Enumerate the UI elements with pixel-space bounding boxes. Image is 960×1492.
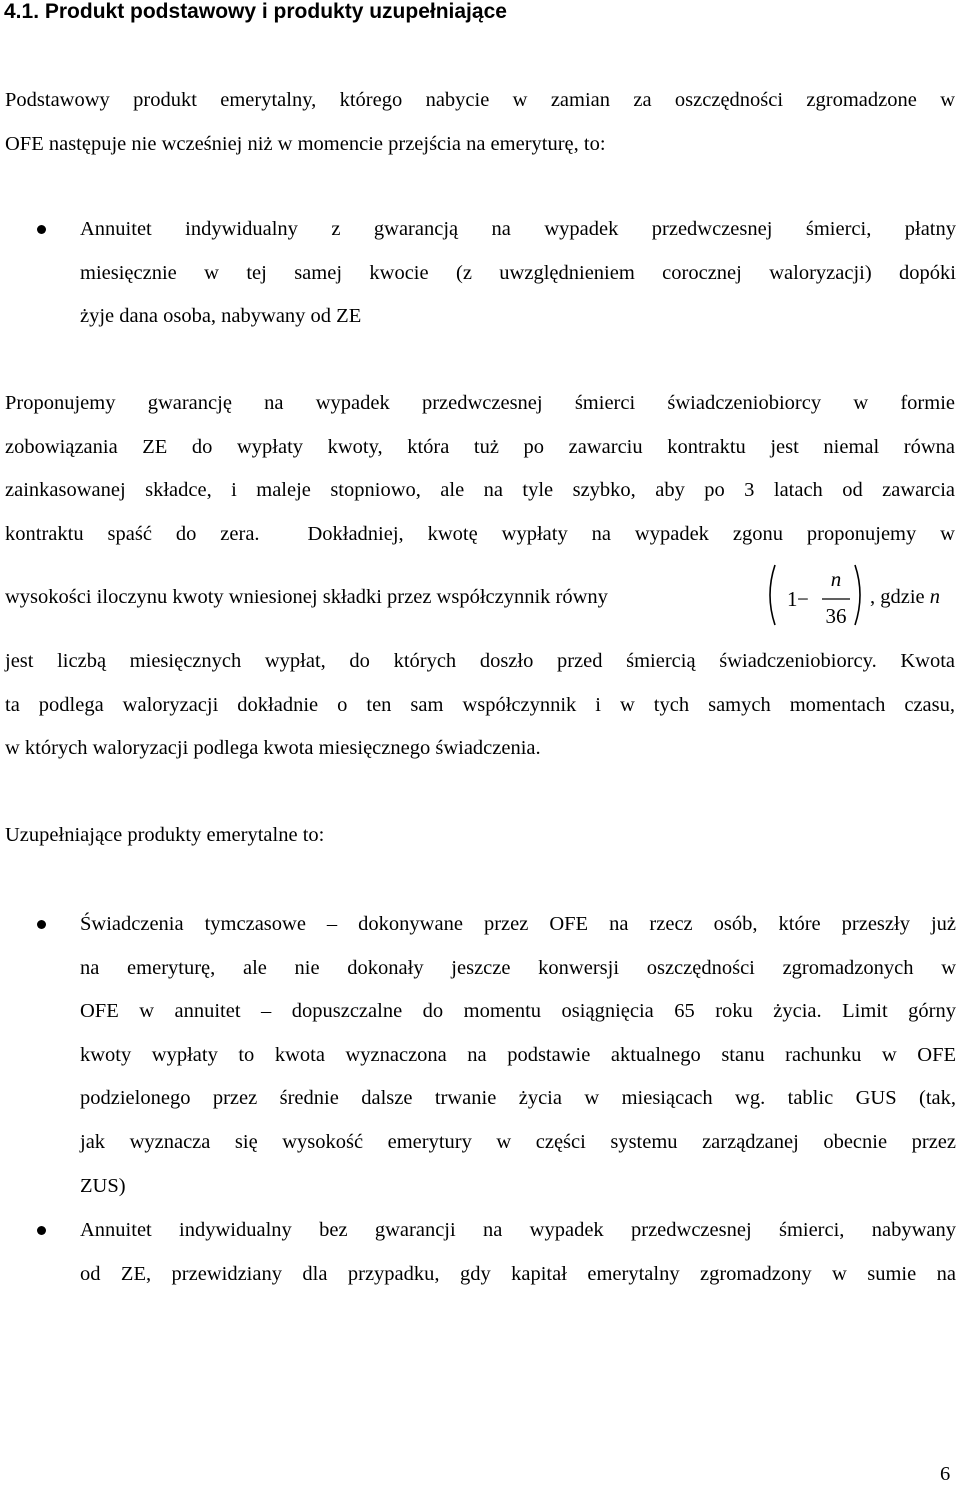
proposal-paragraph (5, 382, 955, 556)
intro-line-1: Podstawowy produkt emerytalny, którego nabycie w zamian za oszczędności zgromadzone w (5, 89, 955, 111)
bullet-2-line-5: podzielonego przez średnie dalsze trwanie życia w miesiącach wg. tablic GUS (tak, (80, 1087, 956, 1110)
bullet-2-line-3: OFE w annuitet – dopuszczalne do momentu osiągnięcia 65 roku życia. Limit górny (80, 1000, 956, 1023)
formula-suffix-text: , gdzie (870, 586, 925, 608)
bullet-2-line-6: jak wyznacza się wysokość emerytury w części systemu zarządzanej obecnie przez (80, 1130, 956, 1153)
bullet-annuity-with-guarantee (80, 208, 956, 339)
bullet-2-line-1: Świadczenia tymczasowe – dokonywane przez OFE na rzecz osób, które przeszły już (80, 913, 956, 935)
bullet-2-line-2: na emeryturę, ale nie dokonały jeszcze konwersji oszczędności zgromadzonych w (80, 956, 956, 979)
coefficient-formula (763, 560, 867, 630)
proposal-line-7: ta podlega waloryzacji dokładnie o ten sam współczynnik i w tych samych momentach czasu, (5, 693, 955, 716)
proposal-line-8: w których waloryzacji podlega kwota miesięcznego świadczenia. (5, 737, 541, 760)
intro-line-2: OFE następuje nie wcześniej niż w momencie przejścia na emeryturę, to: (5, 132, 606, 155)
bullet-temporary-benefits (80, 903, 956, 1208)
right-paren (855, 565, 860, 625)
proposal-line-1: Proponujemy gwarancję na wypadek przedwczesnej śmierci świadczeniobiorcy w formie (5, 392, 955, 414)
formula-numerator: n (830, 567, 842, 591)
supplementary-intro (5, 814, 955, 858)
proposal-line-3: zainkasowanej składce, i maleje stopniowo, ale na tyle szybko, aby po 3 latach od zawarcia (5, 479, 955, 502)
bullet-2-dot (37, 920, 46, 929)
section-heading: 4.1. Produkt podstawowy i produkty uzupełniające (4, 0, 507, 23)
bullet-annuity-without-guarantee (80, 1209, 956, 1296)
page-number: 6 (940, 1463, 951, 1485)
intro-paragraph (5, 79, 955, 166)
formula-one: 1 (787, 587, 798, 611)
bullet-3-line-2: od ZE, przewidziany dla przypadku, gdy kapitał emerytalny zgromadzony w sumie na (80, 1262, 956, 1285)
bullet-1-line-1: Annuitet indywidualny z gwarancją na wypadek przedwczesnej śmierci, płatny (80, 218, 956, 240)
formula-line (5, 560, 955, 630)
left-paren (770, 565, 775, 625)
supplementary-intro-text: Uzupełniające produkty emerytalne to: (5, 824, 325, 846)
bullet-1-line-3: żyje dana osoba, nabywany od ZE (80, 305, 362, 328)
formula-denominator: 36 (825, 604, 847, 628)
bullet-1-line-2: miesięcznie w tej samej kwocie (z uwzględnieniem corocznej waloryzacji) dopóki (80, 261, 956, 284)
proposal-line-2: zobowiązania ZE do wypłaty kwoty, która tuż po zawarciu kontraktu jest niemal równa (5, 435, 955, 458)
proposal-paragraph-cont (5, 640, 955, 771)
bullet-2-line-7: ZUS) (80, 1174, 126, 1197)
formula-variable: n (929, 586, 941, 608)
bullet-2-line-4: kwoty wypłaty to kwota wyznaczona na podstawie aktualnego stanu rachunku w OFE (80, 1043, 956, 1066)
formula-suffix (870, 576, 940, 620)
bullet-3-dot (37, 1226, 46, 1235)
formula-prefix: wysokości iloczynu kwoty wniesionej składki przez współczynnik równy (5, 586, 608, 608)
proposal-line-4: kontraktu spaść do zera. Dokładniej, kwotę wypłaty na wypadek zgonu proponujemy w (5, 522, 955, 545)
formula-minus: − (797, 587, 809, 611)
bullet-1-dot (37, 225, 46, 234)
proposal-line-6: jest liczbą miesięcznych wypłat, do których doszło przed śmiercią świadczeniobiorcy. Kwota (5, 650, 955, 672)
bullet-3-line-1: Annuitet indywidualny bez gwarancji na wypadek przedwczesnej śmierci, nabywany (80, 1219, 956, 1241)
